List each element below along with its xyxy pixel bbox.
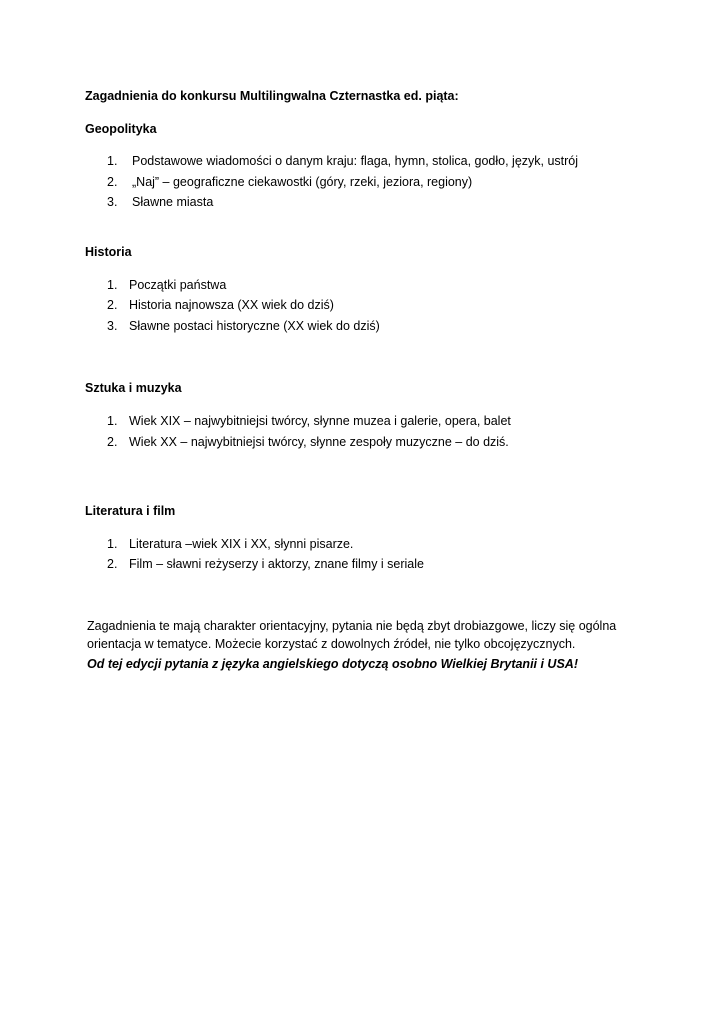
document-title: Zagadnienia do konkursu Multilingwalna Czternastka ed. piąta: [85, 89, 459, 103]
emphasis-note: Od tej edycji pytania z języka angielskiego dotyczą osobno Wielkiej Brytanii i USA! [87, 657, 578, 671]
section-heading-historia: Historia [85, 245, 132, 259]
list-item-text: Wiek XIX – najwybitniejsi twórcy, słynne muzea i galerie, opera, balet [129, 414, 511, 428]
list-number: 1. [107, 278, 118, 292]
section-heading-geopolityka: Geopolityka [85, 122, 157, 136]
list-item-text: Literatura –wiek XIX i XX, słynni pisarze. [129, 537, 354, 551]
note-paragraph-line: orientacja w tematyce. Możecie korzystać z dowolnych źródeł, nie tylko obcojęzycznych. [87, 637, 576, 651]
list-number: 1. [107, 414, 118, 428]
list-number: 3. [107, 195, 118, 209]
list-item-text: Historia najnowsza (XX wiek do dziś) [129, 298, 334, 312]
list-number: 3. [107, 319, 118, 333]
list-item-text: Podstawowe wiadomości o danym kraju: flaga, hymn, stolica, godło, język, ustrój [132, 154, 579, 168]
list-number: 2. [107, 557, 118, 571]
list-number: 1. [107, 154, 118, 168]
section-heading-sztuka-i-muzyka: Sztuka i muzyka [85, 381, 182, 395]
list-item-text: Film – sławni reżyserzy i aktorzy, znane filmy i seriale [129, 557, 424, 571]
list-number: 2. [107, 175, 118, 189]
list-item-text: Sławne postaci historyczne (XX wiek do dziś) [129, 319, 380, 333]
list-number: 2. [107, 298, 118, 312]
list-item-text: Sławne miasta [132, 195, 214, 209]
list-item-text: „Naj” – geograficzne ciekawostki (góry, rzeki, jeziora, regiony) [132, 175, 473, 189]
list-number: 1. [107, 537, 118, 551]
section-heading-literatura-i-film: Literatura i film [85, 504, 176, 518]
list-number: 2. [107, 435, 118, 449]
note-paragraph-line: Zagadnienia te mają charakter orientacyjny, pytania nie będą zbyt drobiazgowe, liczy się ogólna [87, 619, 617, 633]
list-item-text: Wiek XX – najwybitniejsi twórcy, słynne zespoły muzyczne – do dziś. [129, 435, 509, 449]
list-item-text: Początki państwa [129, 278, 227, 292]
